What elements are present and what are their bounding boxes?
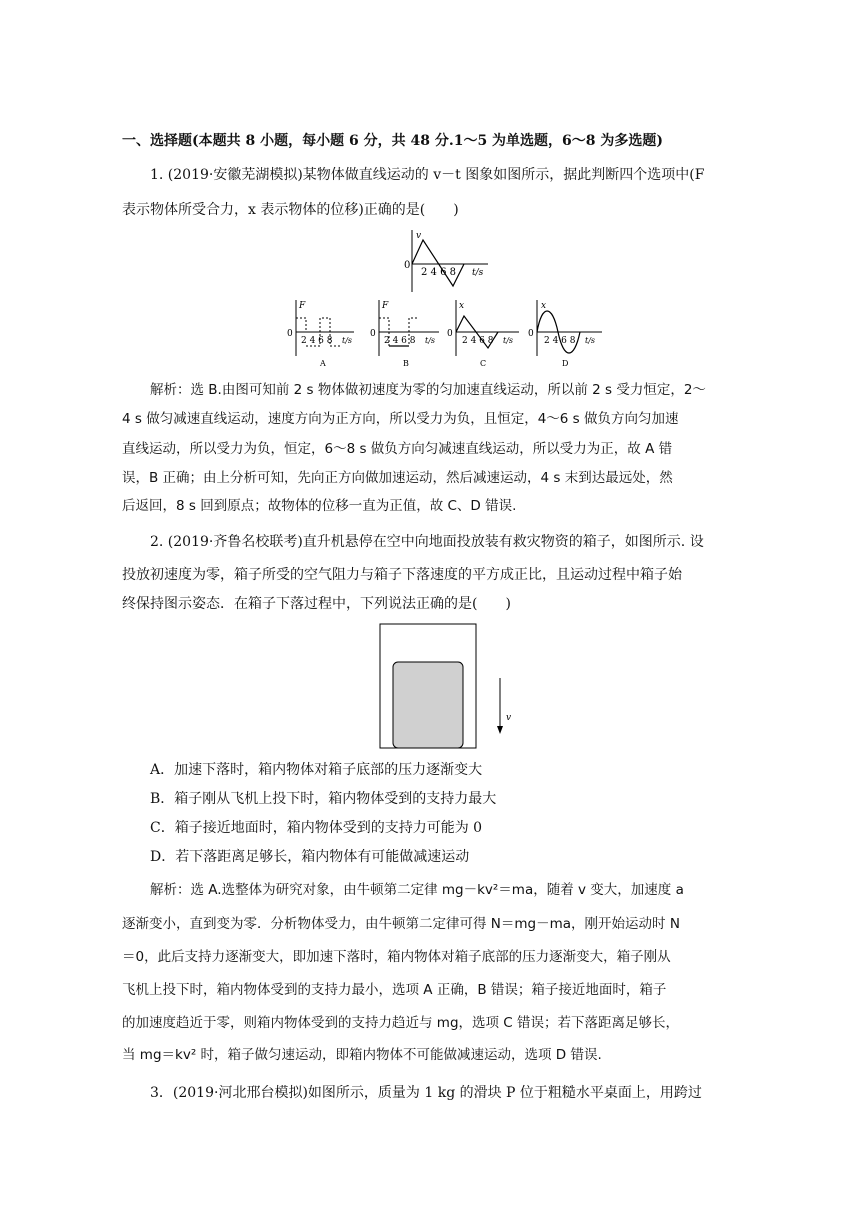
q1-analysis-line3: 直线运动，所以受力为负，恒定，6～8 s 做负方向匀减速直线运动，所以受力为正，故 A 错	[122, 441, 673, 457]
q2-analysis-line6: 当 mg＝kv² 时，箱子做匀速运动，即箱内物体不可能做减速运动，选项 D 错误.	[122, 1047, 602, 1063]
option-d-ticks: 2 4 6 8	[544, 336, 576, 346]
option-a-ticks: 2 4 6 8	[301, 336, 333, 346]
q3-stem-line1: 3．(2019·河北邢台模拟)如图所示，质量为 1 kg 的滑块 P 位于粗糙水平桌面上，用跨过	[150, 1085, 702, 1101]
option-b-t-axis: t/s	[425, 336, 436, 345]
q1-vt-origin: 0	[404, 260, 411, 271]
option-b-origin: 0	[370, 329, 376, 339]
q2-analysis-line2: 逐渐变小，直到变为零．分析物体受力，由牛顿第二定律可得 N＝mg－ma，刚开始运动时 N	[122, 916, 680, 932]
q2-analysis-line1: 解析：选 A.选整体为研究对象，由牛顿第二定律 mg－kv²＝ma，随着 v 变大，加速度 a	[150, 882, 684, 898]
q1-option-graphs	[284, 296, 614, 370]
q1-analysis-line2: 4 s 做匀减速直线运动，速度方向为正方向，所以受力为负，且恒定，4～6 s 做负方向匀加速	[122, 411, 679, 427]
q2-stem-line1: 2. (2019·齐鲁名校联考)直升机悬停在空中向地面投放装有救灾物资的箱子，如图所示. 设	[150, 534, 704, 550]
q2-stem-line3: 终保持图示姿态．在箱子下落过程中，下列说法正确的是( )	[122, 596, 511, 612]
section-header: 一、选择题(本题共 8 小题，每小题 6 分，共 48 分.1～5 为单选题，6～8 为多选题)	[122, 133, 664, 149]
option-d-label: D	[562, 359, 569, 368]
option-c-x-label: x	[459, 301, 465, 311]
q1-vt-graph	[400, 226, 500, 296]
q2-option-a: A．加速下落时，箱内物体对箱子底部的压力逐渐变大	[150, 762, 483, 778]
option-c-ticks: 2 4 6 8	[462, 336, 494, 346]
option-a-graph	[287, 300, 354, 368]
q1-vt-ticks: 2 4 6 8	[421, 267, 456, 278]
q1-stem-line1: 1. (2019·安徽芜湖模拟)某物体做直线运动的 v－t 图象如图所示，据此判断四个选项中(F	[150, 167, 705, 183]
option-a-origin: 0	[287, 329, 293, 339]
option-c-graph	[447, 300, 519, 368]
option-d-x-label: x	[541, 301, 547, 311]
q2-box-figure	[378, 622, 528, 752]
option-b-ticks: 2 4 6 8	[384, 336, 416, 346]
q2-stem-line2: 投放初速度为零，箱子所受的空气阻力与箱子下落速度的平方成正比，且运动过程中箱子始	[122, 567, 682, 583]
option-d-origin: 0	[528, 329, 534, 339]
q1-analysis-line4: 误，B 正确；由上分析可知，先向正方向做加速运动，然后减速运动，4 s 末到达最远处，然	[122, 470, 673, 486]
option-a-label: A	[320, 359, 326, 368]
q2-option-d: D．若下落距离足够长，箱内物体有可能做减速运动	[150, 849, 470, 865]
q2-option-c: C．箱子接近地面时，箱内物体受到的支持力可能为 0	[150, 820, 483, 836]
option-a-t-axis: t/s	[342, 336, 353, 345]
option-d-graph	[528, 300, 602, 368]
option-c-origin: 0	[447, 329, 453, 339]
q2-analysis-line3: ＝0，此后支持力逐渐变大，即加速下落时，箱内物体对箱子底部的压力逐渐变大，箱子刚从	[122, 949, 671, 965]
q1-analysis-line5: 后返回，8 s 回到原点；故物体的位移一直为正值，故 C、D 错误.	[122, 498, 517, 514]
option-d-t-axis: t/s	[585, 336, 596, 345]
q2-option-b: B．箱子刚从飞机上投下时，箱内物体受到的支持力最大	[150, 791, 497, 807]
option-b-label: B	[403, 359, 409, 368]
q2-analysis-line4: 飞机上投下时，箱内物体受到的支持力最小，选项 A 正确，B 错误；箱子接近地面时，箱子	[122, 982, 667, 998]
q1-vt-v-label: v	[416, 231, 422, 241]
option-c-t-axis: t/s	[503, 336, 514, 345]
q1-analysis-line1: 解析：选 B.由图可知前 2 s 物体做初速度为零的匀加速直线运动，所以前 2 s 受力恒定，2～	[150, 382, 706, 398]
option-b-graph	[370, 300, 439, 368]
option-c-label: C	[480, 359, 487, 368]
option-a-f-label: F	[299, 301, 306, 311]
option-b-f-label: F	[382, 301, 389, 311]
q2-analysis-line5: 的加速度趋近于零，则箱内物体受到的支持力趋近与 mg，选项 C 错误；若下落距离足够长，	[122, 1015, 680, 1031]
q1-stem-line2: 表示物体所受合力，x 表示物体的位移)正确的是( )	[122, 202, 459, 218]
q1-vt-t-axis: t/s	[472, 268, 484, 278]
q2-velocity-label: v	[506, 713, 512, 723]
